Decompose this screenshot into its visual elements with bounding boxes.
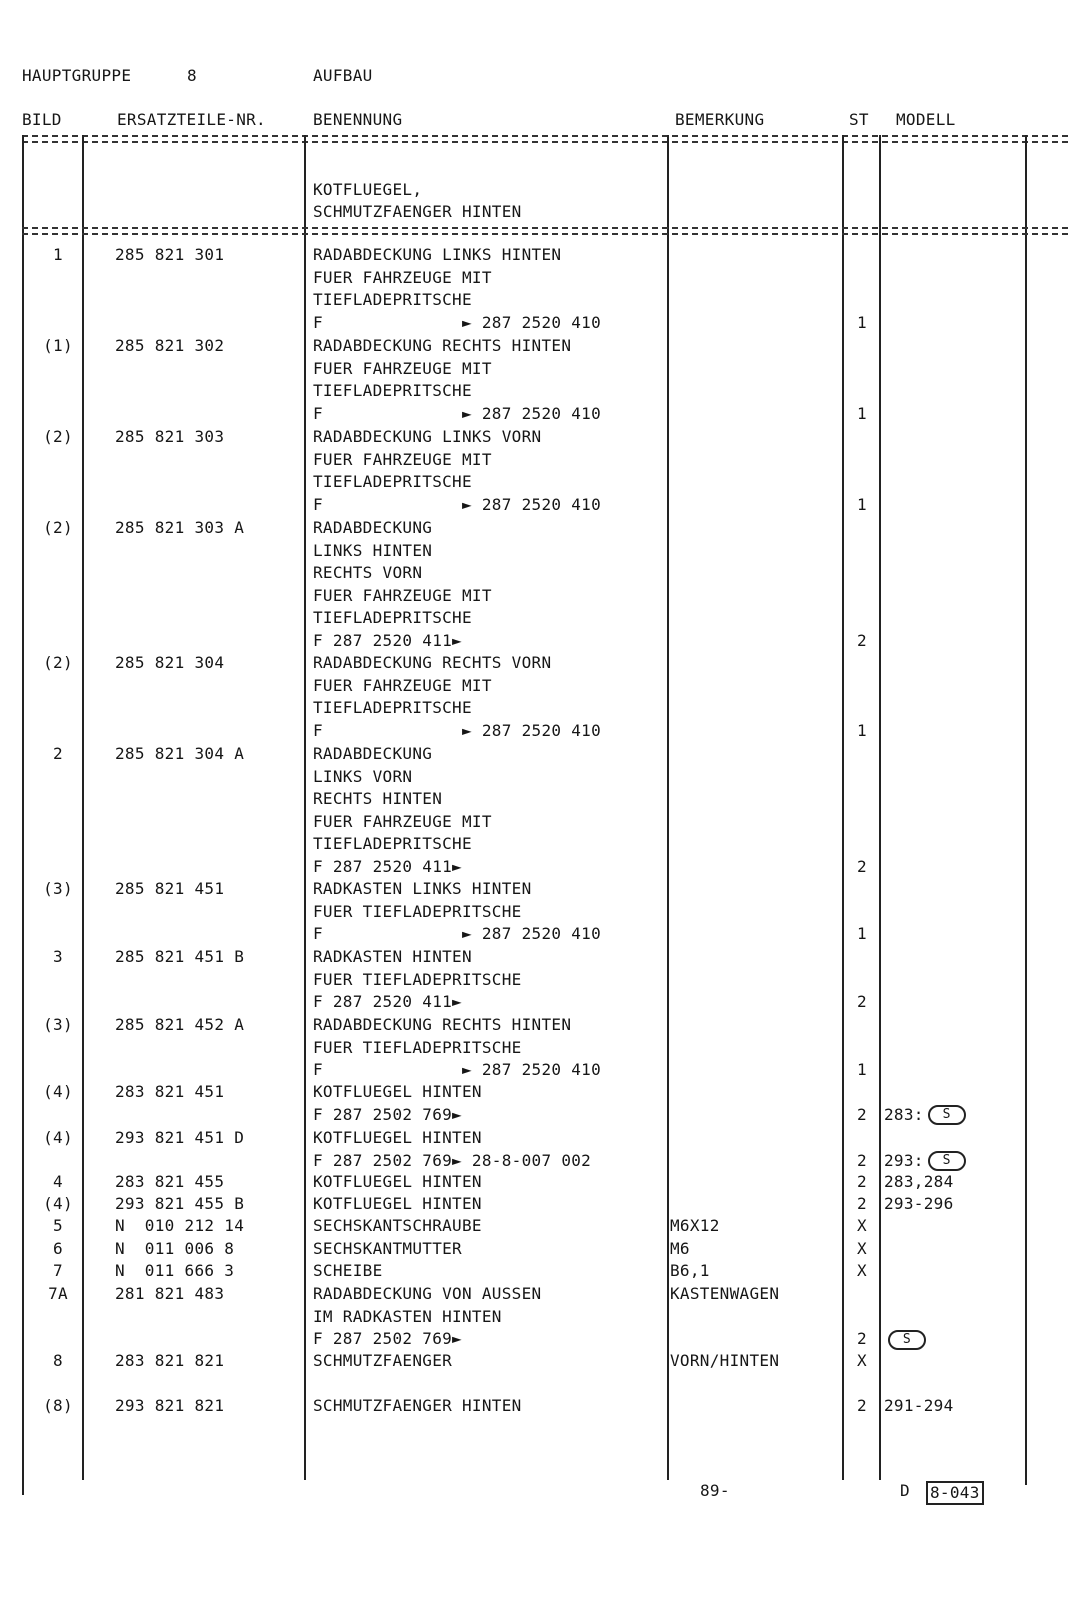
row-part-number: 293 821 451 D: [115, 1128, 245, 1147]
row-bild: (4): [43, 1194, 73, 1213]
row-description-line: LINKS HINTEN: [313, 540, 433, 560]
row-description-line: RADKASTEN HINTEN: [313, 947, 472, 966]
row-bild: 7: [53, 1261, 63, 1280]
header-separator: [22, 135, 1068, 143]
row-description-line: RECHTS VORN: [313, 563, 423, 582]
row-description-line: RADABDECKUNG RECHTS VORN: [313, 653, 552, 672]
row-description-line: TIEFLADEPRITSCHE: [313, 608, 472, 627]
hauptgruppe-label: HAUPTGRUPPE: [22, 66, 132, 85]
row-part-number: 283 821 821: [115, 1351, 225, 1370]
row-bild: (2): [43, 653, 73, 672]
row-quantity: X: [857, 1216, 867, 1235]
row-part-number: 285 821 304 A: [115, 744, 245, 763]
row-bild: (2): [43, 427, 73, 446]
row-description-line: RADABDECKUNG VON AUSSEN: [313, 1284, 542, 1303]
row-bemerkung: VORN/HINTEN: [670, 1351, 780, 1370]
row-quantity: 1: [857, 720, 867, 740]
row-quantity: X: [857, 1261, 867, 1280]
row-description-line: F ► 287 2520 410: [313, 312, 602, 332]
row-description-line: IM RADKASTEN HINTEN: [313, 1306, 502, 1326]
row-quantity: 1: [857, 403, 867, 423]
row-bild: (1): [43, 336, 73, 355]
rule-right: [1025, 135, 1027, 1485]
row-quantity: 1: [857, 924, 867, 943]
row-description-line: SECHSKANTSCHRAUBE: [313, 1216, 482, 1235]
row-quantity: 2: [857, 1396, 867, 1415]
row-description-line: RADABDECKUNG: [313, 518, 433, 537]
row-description-line: KOTFLUEGEL HINTEN: [313, 1082, 482, 1101]
row-description-line: F 287 2520 411►: [313, 992, 462, 1011]
rule-bemerkung: [842, 135, 844, 1480]
row-description-line: F ► 287 2520 410: [313, 403, 602, 423]
row-description-line: FUER FAHRZEUGE MIT: [313, 585, 492, 605]
row-part-number: 285 821 303 A: [115, 518, 245, 537]
row-description-line: TIEFLADEPRITSCHE: [313, 834, 472, 853]
section-title-line1: KOTFLUEGEL,: [313, 180, 423, 199]
row-bild: 5: [53, 1216, 63, 1235]
model-symbol-icon: S: [928, 1151, 966, 1171]
row-part-number: 285 821 451 B: [115, 947, 245, 966]
row-bild: (3): [43, 879, 73, 898]
col-header-st: ST: [849, 110, 869, 129]
language-code: D: [900, 1481, 910, 1500]
row-part-number: 285 821 304: [115, 653, 225, 672]
hauptgruppe-number: 8: [187, 66, 197, 85]
row-part-number: 285 821 451: [115, 879, 225, 898]
row-part-number: N 011 666 3: [115, 1261, 235, 1280]
col-header-benennung: BENENNUNG: [313, 110, 403, 129]
row-bild: (4): [43, 1128, 73, 1147]
row-description-line: SCHMUTZFAENGER HINTEN: [313, 1396, 522, 1415]
row-bild: 1: [53, 245, 63, 264]
row-description-line: RADABDECKUNG: [313, 744, 433, 763]
row-bemerkung: KASTENWAGEN: [670, 1284, 780, 1303]
row-modell-text: 291-294: [884, 1396, 954, 1415]
row-modell: [884, 1329, 926, 1350]
row-description-line: TIEFLADEPRITSCHE: [313, 698, 472, 717]
row-part-number: 285 821 452 A: [115, 1015, 245, 1034]
rule-nr: [304, 135, 306, 1480]
row-description-line: F ► 287 2520 410: [313, 494, 602, 514]
row-description-line: KOTFLUEGEL HINTEN: [313, 1172, 482, 1191]
page-number: 89-: [700, 1481, 730, 1500]
section-title-line2: SCHMUTZFAENGER HINTEN: [313, 202, 522, 221]
row-quantity: 1: [857, 1060, 867, 1079]
row-description-line: RADABDECKUNG LINKS VORN: [313, 427, 542, 446]
row-description-line: F ► 287 2520 410: [313, 720, 602, 740]
col-header-modell: MODELL: [896, 110, 956, 129]
row-description-line: F ► 287 2520 410: [313, 924, 602, 943]
model-symbol-icon: S: [888, 1330, 926, 1350]
row-quantity: 2: [857, 1104, 867, 1124]
row-quantity: 2: [857, 1172, 867, 1191]
row-bild: 2: [53, 744, 63, 763]
col-header-ersatzteile: ERSATZTEILE-NR.: [117, 110, 266, 129]
row-bemerkung: M6: [670, 1239, 690, 1258]
row-description-line: F 287 2520 411►: [313, 630, 462, 650]
row-description-line: FUER TIEFLADEPRITSCHE: [313, 969, 522, 989]
model-symbol-icon: S: [928, 1105, 966, 1125]
row-description-line: SCHEIBE: [313, 1261, 383, 1280]
col-header-bemerkung: BEMERKUNG: [675, 110, 765, 129]
row-description-line: FUER FAHRZEUGE MIT: [313, 675, 492, 695]
row-bild: (8): [43, 1396, 73, 1415]
row-description-line: FUER FAHRZEUGE MIT: [313, 358, 492, 378]
row-description-line: SECHSKANTMUTTER: [313, 1239, 462, 1258]
row-description-line: RADABDECKUNG RECHTS HINTEN: [313, 336, 572, 355]
row-modell: [884, 1105, 966, 1126]
row-quantity: X: [857, 1239, 867, 1258]
row-quantity: 2: [857, 1329, 867, 1348]
row-bild: (4): [43, 1082, 73, 1101]
row-part-number: 293 821 455 B: [115, 1194, 245, 1213]
row-modell: [884, 1151, 966, 1172]
row-description-line: FUER FAHRZEUGE MIT: [313, 811, 492, 831]
row-part-number: N 010 212 14: [115, 1216, 245, 1235]
row-description-line: SCHMUTZFAENGER: [313, 1351, 453, 1370]
row-description-line: TIEFLADEPRITSCHE: [313, 381, 472, 400]
row-bild: 7A: [48, 1284, 68, 1303]
row-bild: 6: [53, 1239, 63, 1258]
row-description-line: F 287 2520 411►: [313, 856, 462, 876]
rule-st: [879, 135, 881, 1480]
row-part-number: 285 821 301: [115, 245, 225, 264]
section-separator: [22, 227, 1068, 235]
row-part-number: 285 821 303: [115, 427, 225, 446]
row-bemerkung: B6,1: [670, 1261, 710, 1280]
row-description-line: F 287 2502 769►: [313, 1329, 462, 1348]
row-quantity: 2: [857, 1150, 867, 1170]
row-description-line: FUER FAHRZEUGE MIT: [313, 449, 492, 469]
row-part-number: 285 821 302: [115, 336, 225, 355]
row-bild: 4: [53, 1172, 63, 1191]
row-description-line: RADABDECKUNG LINKS HINTEN: [313, 245, 562, 264]
rule-left: [22, 135, 24, 1495]
row-part-number: 283 821 455: [115, 1172, 225, 1191]
row-part-number: 281 821 483: [115, 1284, 225, 1303]
row-quantity: 1: [857, 312, 867, 332]
row-quantity: 2: [857, 1194, 867, 1213]
row-bild: 3: [53, 947, 63, 966]
row-description-line: RECHTS HINTEN: [313, 789, 443, 808]
row-quantity: 2: [857, 992, 867, 1011]
row-description-line: RADKASTEN LINKS HINTEN: [313, 879, 532, 898]
row-description-line: TIEFLADEPRITSCHE: [313, 290, 472, 309]
row-modell-text: 293:: [884, 1150, 924, 1170]
row-part-number: 293 821 821: [115, 1396, 225, 1415]
row-description-line: KOTFLUEGEL HINTEN: [313, 1194, 482, 1213]
row-description-line: F ► 287 2520 410: [313, 1060, 602, 1079]
group-name: AUFBAU: [313, 66, 373, 85]
row-modell: [884, 1194, 954, 1214]
col-header-bild: BILD: [22, 110, 62, 129]
row-quantity: 1: [857, 494, 867, 514]
row-modell-text: 283,284: [884, 1172, 954, 1191]
row-part-number: 283 821 451: [115, 1082, 225, 1101]
row-description-line: FUER TIEFLADEPRITSCHE: [313, 1037, 522, 1057]
row-bild: (3): [43, 1015, 73, 1034]
row-description-line: F 287 2502 769►: [313, 1104, 462, 1124]
rule-benennung: [667, 135, 669, 1480]
row-part-number: N 011 006 8: [115, 1239, 235, 1258]
page-code: 8-043: [926, 1481, 984, 1505]
row-description-line: LINKS VORN: [313, 766, 413, 786]
row-description-line: RADABDECKUNG RECHTS HINTEN: [313, 1015, 572, 1034]
row-modell: [884, 1396, 954, 1416]
row-bemerkung: M6X12: [670, 1216, 720, 1235]
row-bild: 8: [53, 1351, 63, 1370]
row-quantity: X: [857, 1351, 867, 1370]
row-modell-text: 293-296: [884, 1194, 954, 1213]
row-description-line: FUER FAHRZEUGE MIT: [313, 267, 492, 287]
row-description-line: F 287 2502 769► 28-8-007 002: [313, 1150, 592, 1170]
row-quantity: 2: [857, 630, 867, 650]
row-description-line: FUER TIEFLADEPRITSCHE: [313, 901, 522, 921]
row-description-line: TIEFLADEPRITSCHE: [313, 472, 472, 491]
row-description-line: KOTFLUEGEL HINTEN: [313, 1128, 482, 1147]
row-quantity: 2: [857, 856, 867, 876]
row-modell: [884, 1172, 954, 1192]
row-modell-text: 283:: [884, 1104, 924, 1124]
row-bild: (2): [43, 518, 73, 537]
